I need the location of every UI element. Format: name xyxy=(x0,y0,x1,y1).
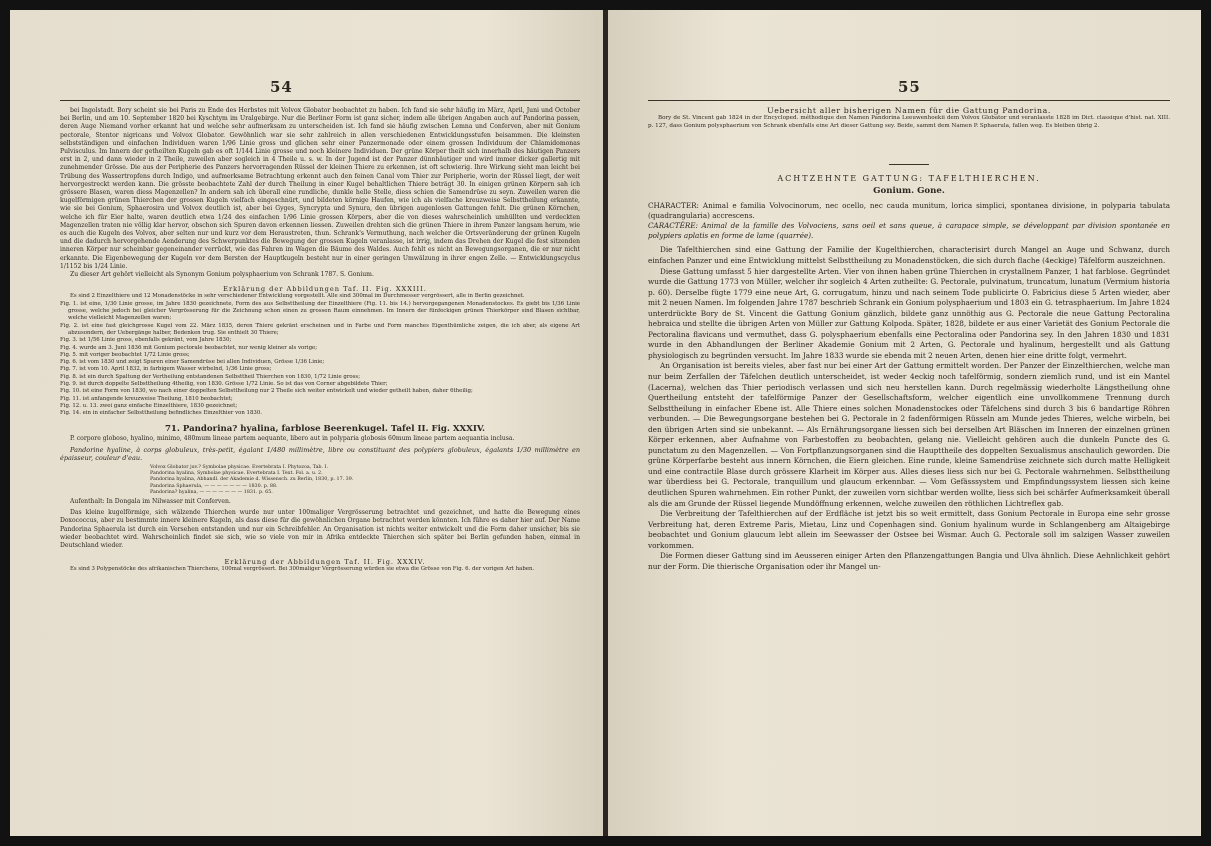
figure-item: Fig. 9. ist durch doppelte Selbsttheilung 4theilig, von 1830. Grösse 1/72 Linie. So ist das von Corner abgebildete Thier; xyxy=(60,381,388,388)
genus-title: ACHTZEHNTE GATTUNG: TAFELTHIERCHEN. xyxy=(777,174,1041,184)
figure-item: Fig. 7. ist vom 10. April 1832, in farbigem Wasser wirbelnd, 1/36 Linie gross; xyxy=(60,366,272,373)
figure-item: Fig. 12. u. 13. zwei ganz einfache Einzelthiere, 1830 gezeichnet; xyxy=(60,402,238,409)
body-paragraph: An Organisation ist bereits vieles, aber fast nur bei einer Art der Gattung ermittelt worden. Der Panzer der Einzelthierchen, welche man nur beim Zerfallen der Täfelchen deutlich unterscheidet, ist weder 4eckig noch tafelförmig, sondern ziemlich rund, und ist ein Mantel (Lacerna), welchen das Thier periodisch verlassen und sich neu herstellen kann. Durch regelmässig wiederholte Längstheilung ohne Quertheilung entsteht der tafelförmige Panzer der Gesellschaftsform, welcher eigentlich eine unvollkommene Trennung durch Selbsttheilung in einfacher Ebene ist. Alle Thiere eines solchen Monadenstockes oder Täfelchens sind durch 3 bis 6 bandartige Röhren verbunden. — Die Bewegungsorgane bestehen bei G. Pectorale in 2 fadenförmigen Rüsseln am Munde jedes Thieres, welche wirbeln, bei den übrigen Arten sind sie unbekannt. — Als Ernährungsorgane liessen sich bei derselben Art Bläschen im Inneren der einzelnen grünen Körper erkennen, aber Aufnahme von Farbestoffen zu beobachten, gelang nie. Vielleicht gehören auch die dunkeln Puncte des G. punctatum zu den Magenzellen. — Von Fortpflanzungsorganen sind die Haupttheile des doppelten Sexualismus anschaulich geworden. Die grüne Körperfarbe besteht aus innern Körnchen, die Eiern gleichen. Eine runde, kleine Samendrüse zeichnete sich durch matte Helligkeit und eine contractile Blase durch grössere Klarheit im Körper aus. Alles dieses liess sich nur bei G. Pectorale wahrnehmen. Selbsttheilung war überdiess bei G. Pectorale, tranquillum und glaucum erkennbar. — Vom Gefässsystem und Empfindungssystem liessen sich keine deutlichen Spuren wahrnehmen. Ein rother Punkt, der zuweilen vorn sichtbar werden wollte, liess sich bei schärfer Aufmerksamkeit überall als die am Grunde der Rüssel liegende Mundöffnung erkennen, welche zuweilen den röthlichen Lichtreflex gab. xyxy=(648,361,1170,508)
body-paragraph: bei Ingolstadt. Bory scheint sie bei Paris zu Ende des Herbstes mit Volvox Globator beobachtet zu haben. Ich fand sie sehr häufig im März, April, Juni und October bei Berlin, und am 10. September 1820 bei Kyschtym im Uralgebirge. Nur die Berliner Form ist ganz sicher, indem alle übrigen Angaben auch auf Pandorina passen, deren Auge Niemand vorher erkannt hat und welche sehr aufmerksam zu unterscheiden ist. Ich fand sie häufig zwischen Lemna und Conferven, aber mit Gonium pectorale, Stentor nigricans und Volvox Globator. Gewöhnlich war sie sehr zahlreich in allen verschiedenen Entwicklungsstufen beisammen. Die kleinsten selbstständigen und einfachen Individuen waren 1/96 Linie gross und glichen sehr einer Panzermonade oder einem grossen Individuum der Chlamidomonas Pulvisculus. Im Innern der getheilten Kugeln gab es oft 1/144 Linie grosse und noch kleinere Individuen. Der grüne Körper theilt sich innerhalb des häutigen Panzers erst in 2, und dann wieder in 2 Theile, zuweilen aber sogleich in 4 Theile u. s. w. In der Jugend ist der Panzer dünnhäutiger und wird immer dicker gallertig mit zunehmender Grösse. Die aus der Peripherie des Panzers hervorragenden Rüssel der kleinen Thiere zu erkennen, ist oft schwierig. Ihre Wirkung sieht man leicht bei Trübung des Wassertropfens durch Indigo, und aufmerksame Betrachtung erkennt auch den feinen Canal vom Thier zur Peripherie, worin der Rüssel liegt, der weit hervorgestreckt werden kann. Die grösste beobachtete Zahl der durch Theilung in einer Kugel behaltlichen Thiere beträgt 30. In einigen grünen Körpern sah ich grössere Blasen, waren diess Magenzellen? In andern sah ich überall eine rundliche, dunkle helle Stelle, diess schien die Samendrüse zu seyn. Zuweilen waren die kugelförmigen grünen Thierchen der grossen Kugeln vielfach eingeschnürt, und bildeten körnige Haufen, wie ich als vielfache kreuzweise Selbsttheilung erkannte, wie sie bei Gonium, Sphaerosira und Volvox deutlich ist, aber bei Gyges, Syncrypta und Synura, den übrigen augenlosen Gattungen fehlt. Die grünen Körnchen, welche ich für Eier halte, waren deutlich etwa 1/24 des einfachen 1/96 Linie grossen Körpers, aber die von dieses wahrscheinlich umhüllten und verdeckten Magenzellen traten nie völlig klar hervor, obschon sich Spuren davon erkennen liessen. Zuweilen drehten sich die grünen Thiere in ihrem Panzer langsam herum, wie es auch die Kugeln des Volvox, aber selten nur und kurz vor dem Heraustreten, thun. Schrank's Vermuthung, nach welcher die Ortsveränderung der grünen Kugeln und die dadurch hervorgehende Aenderung des Schwerpunktes die Bewegung der grossen Kugeln veranlasse, ist irrig, indem das Drehen der Kugel die fest sitzenden inneren Körper nur scheinbar gegeneinander verrückt, wie das Fahren im Wagen die Bäume des Waldes. Auch fehlt es nicht an Bewegungsorganen, die er nur nicht erkannte. Die Eigenbewegung der Kugeln vor dem Bersten der Hauptkugeln besteht nur in einer geringen Umwälzung in ihrer engen Zelle. — Entwicklungscyclus 1/1152 bis 1/24 Linie. xyxy=(60,107,580,270)
right-page xyxy=(608,10,1201,836)
body-paragraph: Die Verbreitung der Tafelthierchen auf der Erdfläche ist jetzt bis so weit ermittelt, dass Gonium Pectorale in Europa eine sehr grosse Verbreitung hat, deren Extreme Paris, Mietau, Linz und Copenhagen sind. Gonium hyalinum wurde in Schlangenberg am Altaigebirge beobachtet und Gonium glaucum lebt allein im Seewasser der Ostsee bei Wismar. Auch G. Pectorale soll im salzigen Wasser zuweilen vorkommen. xyxy=(648,509,1170,550)
figure-item: Fig. 1. ist eine, 1/30 Linie grosse, im Jahre 1830 gezeichnete, Form des aus Selbsttheilung der Einzelthiere (Fig. 11. bis 14.) hervorgegangenen Monadenstockes. Es giebt bis 1/36 Linie grosse, welche jedoch bei gleicher Vergrösserung für die Zeichnung schon einen zu grossen Raum einnehmen. Im Innern der fünfeckigen grünen Thierkörper sind Blasen sichtbar, welche vielleicht Magenzellen waren; xyxy=(60,300,580,322)
body-paragraph: Zu dieser Art gehört vielleicht als Synonym Gonium polysphaerium von Schrank 1787. S. Gonium. xyxy=(70,271,374,279)
figure-caption-heading: Erklärung der Abbildungen Taf. II. Fig. XXXIV. xyxy=(224,558,426,567)
caption-intro: Es sind 2 Einzelthiere und 12 Monadenstöcke in sehr verschiedener Entwicklung vorgestellt. Alle sind 300mal im Durchmesser vergrössert, alle in Berlin gezeichnet. xyxy=(70,293,525,300)
character-french: CARACTÈRE: Animal de la famille des Volvociens, sans oeil et sans queue, à carapace simple, se développant par division spontanée en polypiers aplatis en forme de lame (quarrée). xyxy=(648,221,1170,241)
figure-item: Fig. 5. mit voriger beobachtet 1/72 Linie gross; xyxy=(60,351,190,358)
book-spread xyxy=(10,10,1201,836)
figure-caption xyxy=(60,566,580,573)
header-rule xyxy=(60,100,580,101)
synonymy-block xyxy=(648,115,1170,130)
body-paragraph: Diese Gattung umfasst 5 hier dargestellte Arten. Vier von ihnen haben grüne Thierchen in crystallnem Panzer, 1 hat farblose. Gegründet wurde die Gattung 1773 von Müller, welcher ihr sogleich 4 Arten zutheilte: G. Pectorale, pulvinatum, truncatum, lunatum (Vermium historia p. 60). Derselbe fügte 1779 eine neue Art, G. corrugatum, hinzu und nach seinem Tode publicirte O. Fabricius diese 5 Arten wieder, aber mit 2 neuen Namen. Im folgenden Jahre 1787 beschrieb Schrank ein Gonium polysphaerium und 1803 ein G. tetrasphaerium. Im Jahre 1824 unterdrückte Bory de St. Vincent die Gattung Gonium gänzlich, bildete ganz unnöthig aus G. Pectorale die neue Gattung Pectoralina hebraica und stellte die übrigen Arten von Müller zur Gattung Kolpoda. Später, 1828, bildete er aus einer Varietät des Gonium Pectorale die Pectoralina flavicans und vermuthet, dass G. polysphaerium ebenfalls eine Pectoralina oder Pandorina sey. In den Jahren 1830 und 1831 wurde in den Abhandlungen der Berliner Akademie Gonium mit 2 Arten, G. Pectorale und hyalinum, hergestellt und als Gattung physiologisch zu begründen versucht. Im Jahre 1833 wurde sie ebenda mit 2 neuen Arten, denen hier eine dritte folgt, vermehrt. xyxy=(648,266,1170,360)
figure-item: Fig. 4. wurde am 3. Juni 1836 mit Gonium pectorale beobachtet, nur wenig kleiner als vorige; xyxy=(60,344,318,351)
genus-subtitle: Gonium. Gone. xyxy=(873,186,945,197)
latin-diagnosis: P. corpore globoso, hyalino, minimo, 480mum lineae partem aequante, libero aut in polyparia globosis 60mum lineae partem aequantia inclusa. xyxy=(70,434,515,442)
section-divider xyxy=(889,164,929,165)
page-number: 55 xyxy=(898,78,921,96)
figure-item: Fig. 3. ist 1/56 Linie gross, ebenfalls gekränt, vom Jahre 1830; xyxy=(60,337,232,344)
left-page xyxy=(10,10,603,836)
reference-item: Pandorina Sphaerula, — — — — — — — 1830. p. 88. xyxy=(150,483,278,489)
right-text-column xyxy=(648,107,1170,572)
habitat-line: Aufenthalt: In Dongala im Nilwasser mit Conferven. xyxy=(70,497,231,505)
header-rule xyxy=(648,100,1170,101)
left-text-column xyxy=(60,107,580,574)
synonymy-title: Uebersicht aller bisherigen Namen für die Gattung Pandorina. xyxy=(767,106,1051,115)
synonymy-text: Bory de St. Vincent gab 1824 in der Encycloped. méthodique den Namen Pandorina Leeuwenhoekii dem Volvox Globator und veranlasste 1828 im Dict. classique d'hist. nat. XIII. p. 127, dass Gonium polysphaerium von Schrank ebenfalls eine Art dieser Gattung sey. Beide, sammt dem Namen P. Sphaerula, fallen weg. Es bleiben übrig 2. xyxy=(648,115,1170,129)
figure-item: Fig. 6. ist vom 1830 und zeigt Spuren einer Samendrüse bei allen Individuen, Grösse 1/36 Linie; xyxy=(60,359,325,366)
page-number: 54 xyxy=(270,78,293,96)
figure-item: Fig. 11. ist anfangende kreuzweise Theilung, 1810 beobachtet; xyxy=(60,395,233,402)
character-block xyxy=(648,201,1170,241)
character-latin: CHARACTER: Animal e familia Volvocinorum, nec ocello, nec cauda munitum, lorica simplici, spontanea divisione, in polyparia tabulata (quadrangularia) accrescens. xyxy=(648,201,1170,221)
genus-description xyxy=(648,245,1170,572)
species-heading: 71. Pandorina? hyalina, farblose Beerenkugel. Tafel II. Fig. XXXIV. xyxy=(164,423,486,434)
reference-item: Pandorina hyalina, Symbolae physicae. Evertebrata I. Text. Fol. a. u. 2. xyxy=(150,471,323,477)
figure-caption xyxy=(60,293,580,417)
figure-item: Fig. 10. ist eine Form von 1830, wo nach einer doppelten Selbsttheilung nur 2 Theile sich weiter entwickelt und wieder getheilt haben, daher 6theilig; xyxy=(60,388,473,395)
description-paragraph: Das kleine kugelförmige, sich wälzende Thierchen wurde nur unter 100maliger Vergrösserung betrachtet und gezeichnet, und hatte die Bewegung eines Doxococcus, aber zu bestimmte innere kleinere Kugeln, als dass diese für die gewöhnlichen Organe betrachtet werden könnten. Ich führe es daher hier auf. Der Name Pandorina Sphaerula ist durch ein Versehen entstanden und nur ein Schreibfehler. An Organisation ist nichts weiter entwickelt und die Form daher unsicher, bis sie wieder beobachtet wird. Wahrscheinlich findet sie sich, wie so viele von mir in Afrika entdeckte Thierchen sich später bei Berlin gefunden haben, einmal in Deutschland wieder. xyxy=(60,509,580,549)
body-paragraph: Die Tafelthierchen sind eine Gattung der Familie der Kugelthierchen, characterisirt durch Mangel an Auge und Schwanz, durch einfachen Panzer und eine Entwicklung mittelst Selbsttheilung zu Monadenstöcken, die sich durch flache (4eckige) Täfelform auszeichnen. xyxy=(648,245,1170,265)
body-paragraph: Die Formen dieser Gattung sind im Aeusseren einiger Arten den Pflanzengattungen Bangia und Ulva ähnlich. Diese Aehnlichkeit gehört nur der Form. Die thierische Organisation oder ihr Mangel un- xyxy=(648,551,1170,571)
figure-item: Fig. 14. ein in einfacher Selbsttheilung befindliches Einzelthier von 1830. xyxy=(60,410,262,417)
figure-item: Fig. 2. ist eine fast gleichgrosse Kugel vom 22. März 1835, deren Thiere gekränt erscheinen und in Farbe und Form manches Eigenthümliche zeigen, die ich aber, als eigene Art abzusondern, der Uebergänge halber, Bedenken trug. Sie enthielt 30 Thiere; xyxy=(60,322,580,336)
caption-text: Es sind 3 Polypenstöcke des afrikanischen Thierchens, 100mal vergrössert. Bei 300maliger Vergrösserung würden sie etwa die Grösse von Fig. 6. der vorigen Art haben. xyxy=(70,566,535,573)
reference-item: Pandorina hyalina, Abhandl. der Akademie d. Wissensch. zu Berlin, 1830, p. 17. 39. xyxy=(150,477,354,483)
reference-item: Volvox Globator juv.? Symbolae physicae. Evertebrata I. Phytozoa, Tab. I. xyxy=(150,464,328,470)
figure-item: Fig. 8. ist ein durch Spaltung der Vertheilung entstandenen Selbsttheil Thierchen von 1830, 1/72 Linie gross; xyxy=(60,373,361,380)
french-diagnosis: Pandorine hyaline, à corps globuleux, très-petit, égalant 1/480 millimètre, libre ou constituant des polypiers globuleux, égalants 1/30 millimètre en épaisseur, couleur d'eau. xyxy=(60,445,580,463)
reference-item: Pandorina? hyalina, — — — — — — — 1831. p. 65. xyxy=(150,489,273,495)
figure-caption-heading: Erklärung der Abbildungen Taf. II. Fig. XXXIII. xyxy=(223,285,427,294)
